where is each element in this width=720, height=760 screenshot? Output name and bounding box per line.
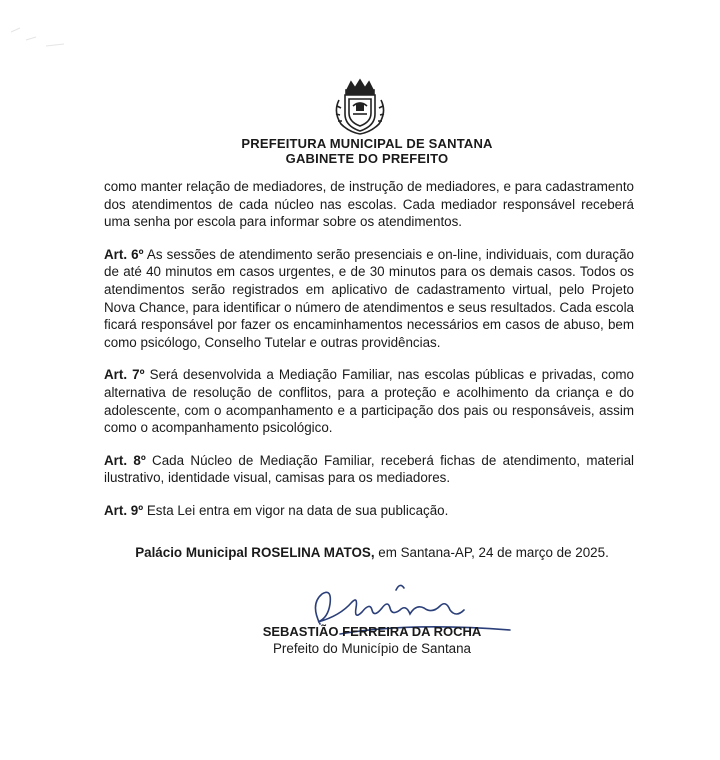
letterhead <box>0 76 720 166</box>
signatory-name: SEBASTIÃO FERREIRA DA ROCHA <box>262 624 482 639</box>
header-title: PREFEITURA MUNICIPAL DE SANTANA <box>241 136 493 151</box>
header-subtitle: GABINETE DO PREFEITO <box>285 151 449 166</box>
article-text: Será desenvolvida a Mediação Familiar, nas escolas públicas e privadas, como alternativa de resolução de conflitos, para a proteção e acolhimento da criança e do adolescente, com o acompanhamento e a participação dos pais ou responsáveis, assim como o acompanhamento psicológico. <box>104 367 634 436</box>
document-body <box>104 178 634 535</box>
signatory-role: Prefeito do Município de Santana <box>272 641 471 656</box>
signature-block <box>12 624 720 656</box>
paragraph-text: como manter relação de mediadores, de instrução de mediadores, e para cadastramento dos atendimentos de cada núcleo nas escolas. Cada mediador responsável receberá uma senha por escola para informar sobre os atendimentos. <box>104 179 634 230</box>
closing-place: Palácio Municipal ROSELINA MATOS, <box>135 545 375 560</box>
municipal-crest-icon <box>329 76 391 136</box>
article-8 <box>104 452 634 487</box>
scan-artifact <box>6 20 76 60</box>
article-label: Art. 6º <box>104 246 144 262</box>
article-6 <box>104 246 634 352</box>
article-text: Cada Núcleo de Mediação Familiar, receberá fichas de atendimento, material ilustrativo, identidade visual, camisas para os mediadores. <box>104 452 635 486</box>
article-text: Esta Lei entra em vigor na data de sua publicação. <box>143 502 449 518</box>
article-label: Art. 7º <box>104 367 145 383</box>
paragraph-continuation <box>104 178 634 231</box>
article-9 <box>104 502 634 520</box>
article-text: As sessões de atendimento serão presenciais e on-line, individuais, com duração de até 40 minutos em casos urgentes, e de 30 minutos para os demais casos. Todos os atendimentos serão registrados em aplicativo de cadastramento virtual, pelo Projeto Nova Chance, para identificar o número de atendimentos e seus resultados. Cada escola ficará responsável por fazer os encaminhamentos necessários em casos de abuso, bem como psicólogo, Conselho Tutelar e outras providências. <box>104 246 635 350</box>
article-label: Art. 8º <box>104 452 146 468</box>
article-7 <box>104 366 634 436</box>
closing-line <box>12 545 720 560</box>
article-label: Art. 9º <box>104 502 144 518</box>
closing-date: em Santana-AP, 24 de março de 2025. <box>374 545 609 560</box>
